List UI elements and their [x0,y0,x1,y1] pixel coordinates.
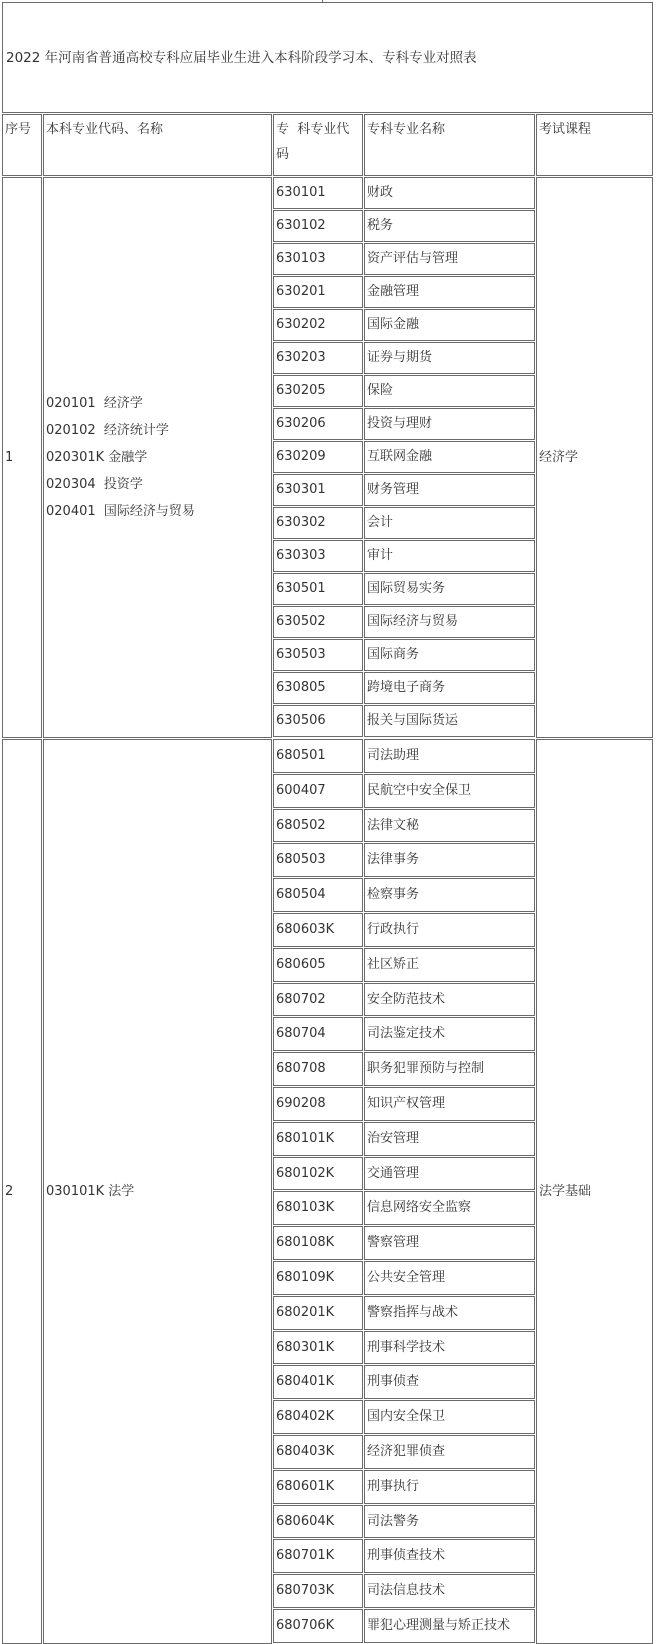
sub-major-code: 630201 [273,276,363,308]
sub-major-code: 630102 [273,210,363,242]
sub-major-name: 跨境电子商务 [364,672,535,704]
sub-major-code: 630205 [273,375,363,407]
sub-major-code: 680703K [273,1574,363,1608]
sub-major-name: 司法鉴定技术 [364,1017,535,1051]
sub-major-name: 司法助理 [364,739,535,773]
sub-major-code: 630503 [273,639,363,671]
sub-major-code: 680503 [273,843,363,877]
sub-major-name: 国际商务 [364,639,535,671]
sub-major-name: 国际经济与贸易 [364,606,535,638]
sub-major-name: 财政 [364,177,535,209]
sub-major-name: 经济犯罪侦查 [364,1435,535,1469]
sub-major-name: 司法警务 [364,1505,535,1538]
sub-major-name: 知识产权管理 [364,1087,535,1121]
sub-major-code: 680401K [273,1365,363,1399]
group-bachelor-majors [43,739,272,1644]
sub-major-code: 680108K [273,1226,363,1260]
sub-major-name: 报关与国际货运 [364,705,535,737]
sub-major-name: 金融管理 [364,276,535,308]
sub-major-code: 630501 [273,573,363,605]
sub-major-name: 会计 [364,507,535,539]
sub-major-code: 680704 [273,1017,363,1051]
sub-major-code: 680109K [273,1261,363,1295]
sub-major-code: 680605 [273,948,363,982]
header-bachelor: 本科专业代码、名称 [43,114,272,176]
group-seq: 1 [2,177,42,738]
sub-major-code: 680103K [273,1191,363,1225]
sub-major-code: 630206 [273,408,363,440]
sub-major-name: 法律文秘 [364,809,535,842]
sub-major-name: 财务管理 [364,474,535,506]
sub-major-name: 刑事执行 [364,1470,535,1504]
group-exam: 法学基础 [536,739,653,1644]
sub-major-name: 公共安全管理 [364,1261,535,1295]
sub-major-name: 司法信息技术 [364,1574,535,1608]
sub-major-code: 630502 [273,606,363,638]
header-code: 专 科专业代码 [273,114,363,176]
group-seq: 2 [2,739,42,1644]
sub-major-code: 630805 [273,672,363,704]
sub-major-code: 630209 [273,441,363,473]
header-name: 专科专业名称 [364,114,535,176]
table-title [2,2,653,113]
sub-major-code: 630103 [273,243,363,275]
sub-major-name: 警察管理 [364,1226,535,1260]
sub-major-name: 投资与理财 [364,408,535,440]
sub-major-code: 630301 [273,474,363,506]
sub-major-name: 国内安全保卫 [364,1400,535,1434]
sub-major-name: 法律事务 [364,843,535,877]
sub-major-code: 680601K [273,1470,363,1504]
sub-major-name: 安全防范技术 [364,983,535,1016]
sub-major-name: 国际贸易实务 [364,573,535,605]
header-seq: 序号 [2,114,42,176]
bachelor-major: 020301K 金融学 [46,450,148,465]
sub-major-code: 630101 [273,177,363,209]
sub-major-code: 680301K [273,1331,363,1364]
table-title-text: 2022 年河南省普通高校专科应届毕业生进入本科阶段学习本、专科专业对照表 [6,49,477,66]
sub-major-name: 保险 [364,375,535,407]
sub-major-name: 社区矫正 [364,948,535,982]
sub-major-code: 680603K [273,913,363,947]
bachelor-major: 020101 经济学 [46,396,143,411]
sub-major-name: 民航空中安全保卫 [364,774,535,808]
group-bachelor-majors [43,177,272,738]
sub-major-code: 680201K [273,1296,363,1330]
sub-major-code: 630202 [273,309,363,341]
sub-major-code: 630506 [273,705,363,737]
sub-major-code: 680708 [273,1052,363,1086]
sub-major-code: 630203 [273,342,363,374]
sub-major-code: 680504 [273,878,363,912]
sub-major-code: 680501 [273,739,363,773]
sub-major-name: 交通管理 [364,1157,535,1190]
sub-major-code: 680701K [273,1539,363,1573]
sub-major-name: 国际金融 [364,309,535,341]
sub-major-code: 680702 [273,983,363,1016]
sub-major-code: 680102K [273,1157,363,1190]
sub-major-name: 行政执行 [364,913,535,947]
sub-major-name: 税务 [364,210,535,242]
sub-major-name: 罪犯心理测量与矫正技术 [364,1609,535,1643]
sub-major-name: 互联网金融 [364,441,535,473]
sub-major-code: 630302 [273,507,363,539]
sub-major-name: 检察事务 [364,878,535,912]
sub-major-code: 680604K [273,1505,363,1538]
sub-major-code: 600407 [273,774,363,808]
sub-major-name: 刑事侦查 [364,1365,535,1399]
sub-major-code: 690208 [273,1087,363,1121]
sub-major-name: 证券与期货 [364,342,535,374]
sub-major-code: 680403K [273,1435,363,1469]
sub-major-name: 资产评估与管理 [364,243,535,275]
sub-major-code: 630303 [273,540,363,572]
header-exam: 考试课程 [536,114,653,176]
sub-major-name: 审计 [364,540,535,572]
sub-major-name: 警察指挥与战术 [364,1296,535,1330]
sub-major-code: 680101K [273,1122,363,1156]
sub-major-name: 治安管理 [364,1122,535,1156]
sub-major-name: 刑事科学技术 [364,1331,535,1364]
sub-major-name: 职务犯罪预防与控制 [364,1052,535,1086]
bachelor-major: 020102 经济统计学 [46,423,169,438]
bachelor-major: 020401 国际经济与贸易 [46,504,195,519]
sub-major-code: 680706K [273,1609,363,1643]
bachelor-major: 030101K 法学 [46,1184,135,1199]
group-exam: 经济学 [536,177,653,738]
sub-major-code: 680402K [273,1400,363,1434]
sub-major-name: 信息网络安全监察 [364,1191,535,1225]
sub-major-name: 刑事侦查技术 [364,1539,535,1573]
sub-major-code: 680502 [273,809,363,842]
bachelor-major: 020304 投资学 [46,477,143,492]
